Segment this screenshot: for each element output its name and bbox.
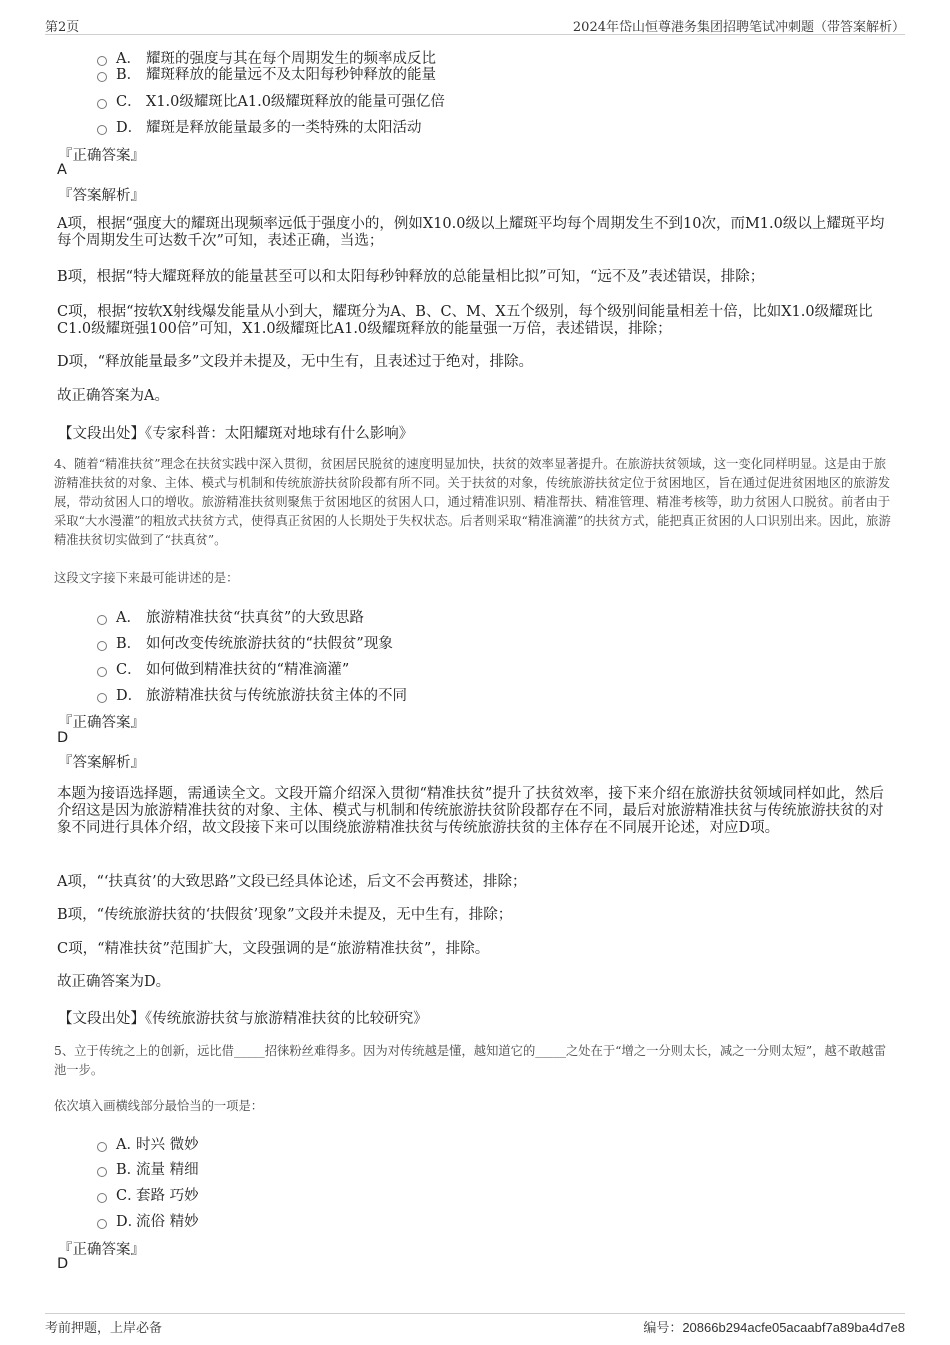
- radio-icon[interactable]: [97, 1167, 107, 1177]
- q4-option-c[interactable]: [97, 658, 349, 679]
- q3-analysis-a: A项，根据“强度大的耀斑出现频率远低于强度小的，例如X10.0级以上耀斑平均每个周期发生不到10次，而M1.0级以上耀斑平均每个周期发生可达数千次”可知，表述正确，当选；: [57, 216, 885, 249]
- q3-analysis-d: D项，“释放能量最多”文段并未提及，无中生有，且表述过于绝对，排除。: [57, 354, 533, 370]
- analysis-label: 『答案解析』: [58, 755, 145, 771]
- q3-conclusion: 故正确答案为A。: [57, 388, 169, 404]
- page-footer: [45, 1313, 905, 1336]
- q4-analysis-b: B项，“传统旅游扶贫的‘扶假贫’现象”文段并未提及，无中生有，排除；: [57, 907, 513, 923]
- option-text: 耀斑释放的能量远不及太阳每秒钟释放的能量: [146, 67, 436, 83]
- radio-icon[interactable]: [97, 615, 107, 625]
- page-number: 第2页: [45, 20, 80, 35]
- q5-answer: D: [57, 1256, 69, 1272]
- page-header: [45, 14, 905, 35]
- correct-answer-label: 『正确答案』: [58, 1242, 145, 1258]
- q4-source: 【文段出处】《传统旅游扶贫与旅游精准扶贫的比较研究》: [58, 1011, 428, 1027]
- q4-analysis-c: C项，“精准扶贫”范围扩大，文段强调的是“旅游精准扶贫”，排除。: [57, 941, 490, 957]
- q3-source: 【文段出处】《专家科普：太阳耀斑对地球有什么影响》: [58, 426, 414, 442]
- q5-option-a[interactable]: [97, 1133, 199, 1154]
- q3-analysis-b: B项，根据“特大耀斑释放的能量甚至可以和太阳每秒钟释放的总能量相比拟”可知，“远不及”表述错误，排除；: [57, 269, 765, 285]
- q4-stem: 4、随着“精准扶贫”理念在扶贫实践中深入贯彻，贫困居民脱贫的速度明显加快，扶贫的效率显著提升。在旅游扶贫领域，这一变化同样明显。这是由于旅游精准扶贫的对象、主体、模式与机制和传统旅游扶贫阶段都有所不同。关于扶贫的对象，传统旅游扶贫定位于贫困地区，旨在通过促进贫困地区的旅游发展，带动贫困人口的增收。旅游精准扶贫则聚焦于贫困地区的贫困人口，通过精准识别、精准帮扶、精准管理、精准考核等，助力贫困人口脱贫。前者由于采取“大水漫灌”的粗放式扶贫方式，使得真正贫困的人长期处于失权状态。后者则采取“精准滴灌”的扶贫方式，能把真正贫困的人口识别出来。因此，旅游精准扶贫切实做到了“扶真贫”。: [54, 457, 891, 547]
- q3-answer: A: [57, 162, 67, 178]
- option-text: 流俗 精妙: [136, 1214, 199, 1230]
- q4-analysis-a: A项，“‘扶真贫’的大致思路”文段已经具体论述，后文不会再赘述，排除；: [57, 874, 527, 890]
- option-text: 时兴 微妙: [136, 1137, 199, 1153]
- option-text: 耀斑是释放能量最多的一类特殊的太阳活动: [146, 120, 422, 136]
- radio-icon[interactable]: [97, 1142, 107, 1152]
- option-text: 流量 精细: [136, 1162, 199, 1178]
- document-title: 2024年岱山恒尊港务集团招聘笔试冲刺题（带答案解析）: [572, 20, 905, 35]
- option-text: 如何做到精准扶贫的“精准滴灌”: [146, 662, 350, 678]
- q4-conclusion: 故正确答案为D。: [57, 974, 171, 990]
- option-key: C．: [116, 94, 142, 110]
- option-key: C．: [116, 1188, 142, 1204]
- radio-icon[interactable]: [97, 1219, 107, 1229]
- option-key: D．: [116, 688, 143, 704]
- q5-option-b[interactable]: [97, 1158, 199, 1179]
- correct-answer-label: 『正确答案』: [58, 715, 145, 731]
- q4-answer: D: [57, 730, 69, 746]
- option-text: 旅游精准扶贫与传统旅游扶贫主体的不同: [146, 688, 407, 704]
- option-text: X1.0级耀斑比A1.0级耀斑释放的能量可强亿倍: [146, 94, 445, 110]
- q4-option-b[interactable]: [97, 632, 393, 653]
- radio-icon[interactable]: [97, 99, 107, 109]
- radio-icon[interactable]: [97, 693, 107, 703]
- option-key: B．: [116, 636, 142, 652]
- option-key: A．: [116, 51, 141, 67]
- option-key: B．: [116, 67, 142, 83]
- q4-analysis-main: 本题为接语选择题，需通读全文。文段开篇介绍深入贯彻“精准扶贫”提升了扶贫效率，接下来介绍在旅游扶贫领域同样如此，然后介绍这是因为旅游精准扶贫的对象、主体、模式与机制和传统旅游扶贫阶段都存在不同，最后对旅游精准扶贫与传统旅游扶贫的对象不同进行具体介绍，故文段接下来可以围绕旅游精准扶贫与传统旅游扶贫的主体存在不同展开论述，对应D项。: [57, 786, 884, 836]
- option-text: 旅游精准扶贫“扶真贫”的大致思路: [146, 610, 364, 626]
- q5-prompt: 依次填入画横线部分最恰当的一项是：: [54, 1099, 264, 1113]
- q5-option-d[interactable]: [97, 1210, 199, 1231]
- option-text: 耀斑的强度与其在每个周期发生的频率成反比: [146, 51, 436, 67]
- q3-option-b[interactable]: [97, 63, 436, 84]
- radio-icon[interactable]: [97, 641, 107, 651]
- radio-icon[interactable]: [97, 1193, 107, 1203]
- option-key: A．: [116, 610, 141, 626]
- document-serial: 编号：20866b294acfe05acaabf7a89ba4d7e8: [643, 1320, 905, 1335]
- q4-prompt: 这段文字接下来最可能讲述的是：: [54, 571, 239, 585]
- q3-analysis-c: C项，根据“按软X射线爆发能量从小到大，耀斑分为A、B、C、M、X五个级别，每个级别间能量相差十倍，比如X1.0级耀斑比C1.0级耀斑强100倍”可知，X1.0级耀斑比A1.0级耀斑释放的能量强一万倍，表述错误，排除；: [57, 304, 873, 337]
- correct-answer-label: 『正确答案』: [58, 148, 145, 164]
- option-text: 如何改变传统旅游扶贫的“扶假贫”现象: [146, 636, 393, 652]
- radio-icon[interactable]: [97, 72, 107, 82]
- option-key: B．: [116, 1162, 142, 1178]
- footer-slogan: 考前押题，上岸必备: [45, 1321, 163, 1336]
- analysis-label: 『答案解析』: [58, 188, 145, 204]
- q5-stem: 5、立于传统之上的创新，远比借_____招徕粉丝难得多。因为对传统越是懂，越知道它的_____之处在于“增之一分则太长，减之一分则太短”，越不敢越雷池一步。: [54, 1044, 886, 1077]
- radio-icon[interactable]: [97, 125, 107, 135]
- option-key: A．: [116, 1137, 141, 1153]
- option-text: 套路 巧妙: [136, 1188, 199, 1204]
- q4-option-d[interactable]: [97, 684, 407, 705]
- q5-option-c[interactable]: [97, 1184, 199, 1205]
- q3-option-d[interactable]: [97, 116, 422, 137]
- option-key: D．: [116, 120, 143, 136]
- option-key: D．: [116, 1214, 143, 1230]
- radio-icon[interactable]: [97, 667, 107, 677]
- option-key: C．: [116, 662, 142, 678]
- q4-option-a[interactable]: [97, 606, 364, 627]
- q3-option-c[interactable]: [97, 90, 445, 111]
